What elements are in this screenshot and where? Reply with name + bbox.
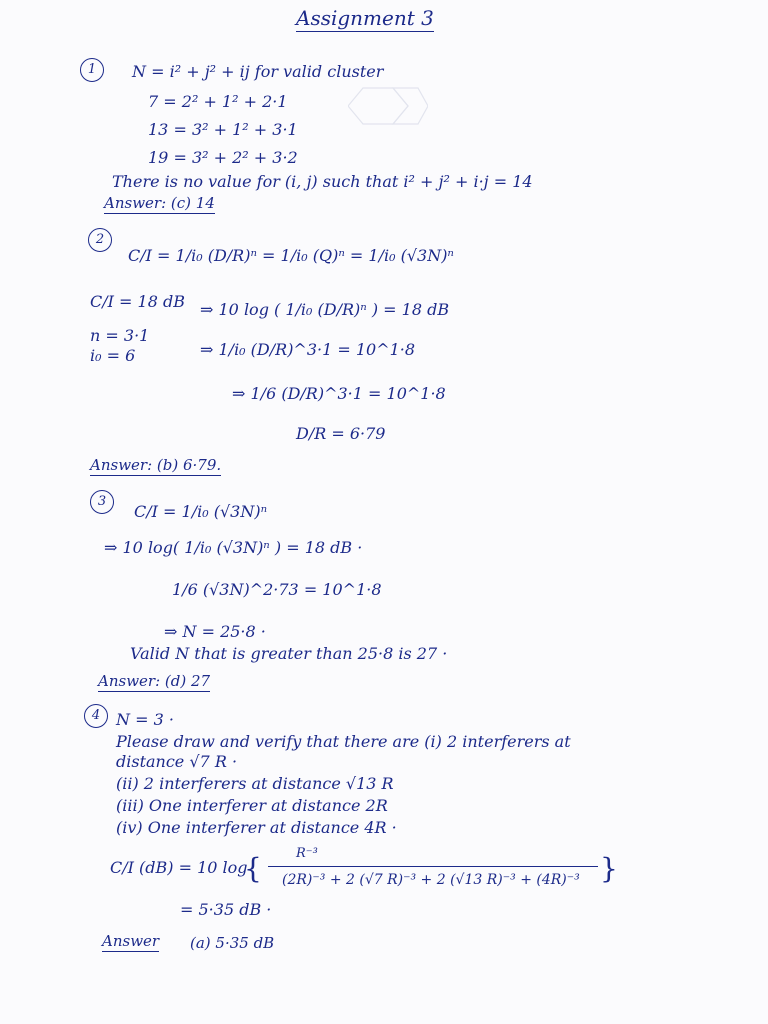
q2-main-equation: C/I = 1/i₀ (D/R)ⁿ = 1/i₀ (Q)ⁿ = 1/i₀ (√3N)ⁿ xyxy=(128,246,454,265)
q1-line-2: 7 = 2² + 1² + 2·1 xyxy=(148,92,288,111)
q4-line-4: (ii) 2 interferers at distance √13 R xyxy=(116,774,394,793)
q2-step-3: ⇒ 1/6 (D/R)^3·1 = 10^1·8 xyxy=(232,384,446,403)
q3-answer: Answer: (d) 27 xyxy=(98,672,211,690)
q2-step-1: ⇒ 10 log ( 1/i₀ (D/R)ⁿ ) = 18 dB xyxy=(200,300,450,319)
q2-given-n: n = 3·1 xyxy=(90,326,150,345)
q2-given-ci: C/I = 18 dB xyxy=(90,292,185,311)
q3-line-2: ⇒ 10 log( 1/i₀ (√3N)ⁿ ) = 18 dB · xyxy=(104,538,363,557)
q4-line-2: Please draw and verify that there are (i) 2 interferers at xyxy=(116,732,571,751)
q2-step-2: ⇒ 1/i₀ (D/R)^3·1 = 10^1·8 xyxy=(200,340,416,359)
q4-line-3: distance √7 R · xyxy=(116,752,238,771)
q2-given-i0: i₀ = 6 xyxy=(90,346,136,365)
right-brace: } xyxy=(600,852,618,885)
q4-formula-numerator: R⁻³ xyxy=(296,846,318,861)
question-2-number: 2 xyxy=(88,228,112,252)
q4-line-5: (iii) One interferer at distance 2R xyxy=(116,796,388,815)
q1-line-3: 13 = 3² + 1² + 3·1 xyxy=(148,120,298,139)
page-title: Assignment 3 xyxy=(296,6,434,30)
question-1-number: 1 xyxy=(80,58,104,82)
q3-line-5: Valid N that is greater than 25·8 is 27 · xyxy=(130,644,448,663)
q4-formula-denominator: (2R)⁻³ + 2 (√7 R)⁻³ + 2 (√13 R)⁻³ + (4R)⁻³ xyxy=(282,872,580,888)
q3-line-4: ⇒ N = 25·8 · xyxy=(164,622,266,641)
q2-step-4: D/R = 6·79 xyxy=(296,424,386,443)
q4-answer-label: Answer xyxy=(102,932,160,950)
q4-answer-value: (a) 5·35 dB xyxy=(190,934,275,952)
q4-result: = 5·35 dB · xyxy=(180,900,272,919)
q4-formula-left: C/I (dB) = 10 log xyxy=(110,858,248,877)
q1-line-5: There is no value for (i, j) such that i² + j² + i·j = 14 xyxy=(112,172,533,191)
fraction-bar xyxy=(268,866,598,867)
question-3-number: 3 xyxy=(90,490,114,514)
left-brace: { xyxy=(244,852,262,885)
q3-line-1: C/I = 1/i₀ (√3N)ⁿ xyxy=(134,502,268,521)
q1-line-1: N = i² + j² + ij for valid cluster xyxy=(132,62,384,81)
question-4-number: 4 xyxy=(84,704,108,728)
q3-line-3: 1/6 (√3N)^2·73 = 10^1·8 xyxy=(172,580,382,599)
q2-answer: Answer: (b) 6·79. xyxy=(90,456,222,474)
hexagon-sketch-icon xyxy=(348,84,428,130)
q4-line-6: (iv) One interferer at distance 4R · xyxy=(116,818,397,837)
q1-line-4: 19 = 3² + 2² + 3·2 xyxy=(148,148,298,167)
q1-answer: Answer: (c) 14 xyxy=(104,194,215,212)
q4-line-1: N = 3 · xyxy=(116,710,174,729)
